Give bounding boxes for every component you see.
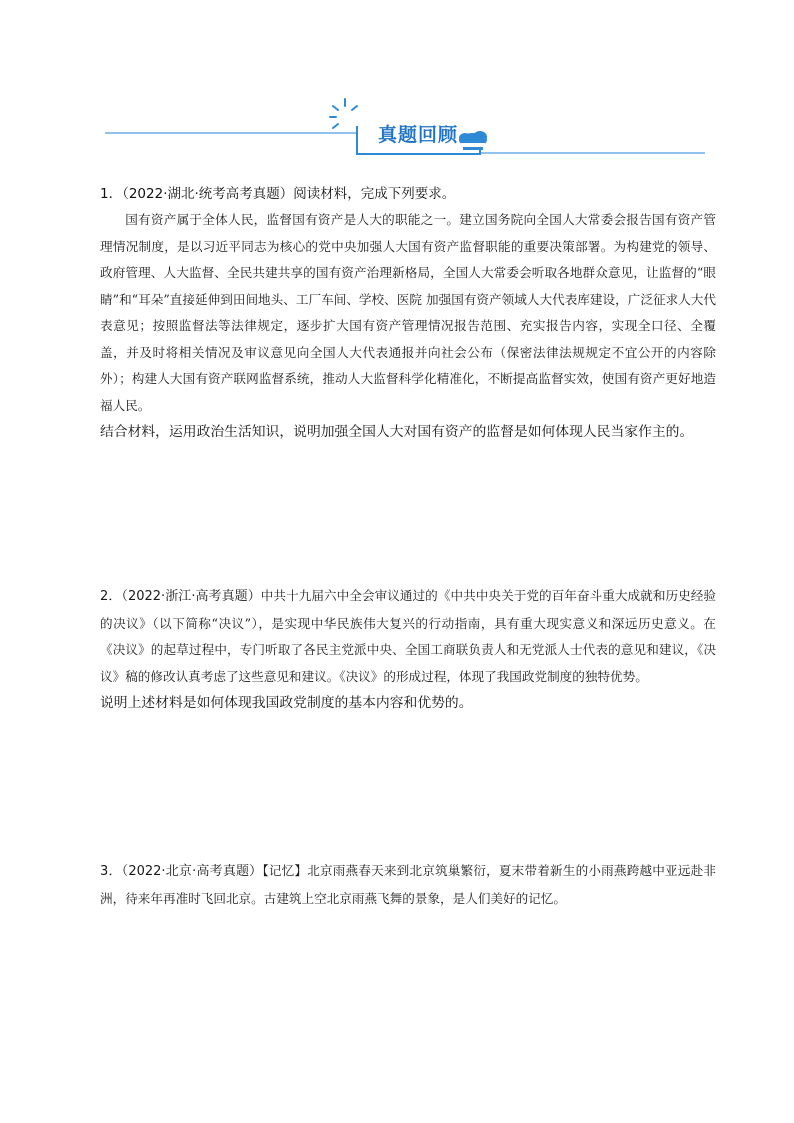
question-number: 1．	[100, 186, 123, 202]
question-3	[100, 858, 716, 912]
question-instruction: 阅读材料，完成下列要求。	[293, 186, 456, 202]
question-2-material: 中共十九届六中全会审议通过的《中共中央关于党的百年奋斗重大成就和历史经验的决议》（以下简称“决议”），是实现中华民族伟大复兴的行动指南，具有重大现实意义和深远历史意义。在《决议》的起草过程中，专门听取了各民主党派中央、全国工商联负责人和无党派人士代表的意见和建议，《决议》稿的修改认真考虑了这些意见和建议。《决议》的形成过程，体现了我国政党制度的独特优势。	[100, 588, 717, 684]
question-3-material-block	[100, 858, 716, 912]
question-source: （2022·浙江·高考真题）	[121, 589, 261, 604]
question-1-prompt: 结合材料，运用政治生活知识，说明加强全国人大对国有资产的监督是如何体现人民当家作主的。	[100, 424, 694, 440]
question-source: （2022·北京·高考真题）	[121, 864, 263, 879]
section-title: 真题回顾	[377, 124, 458, 146]
question-1-material: 国有资产属于全体人民，监督国有资产是人大的职能之一。建立国务院向全国人大常委会报告国有资产管理情况制度，是以习近平同志为核心的党中央加强人大国有资产监督职能的重要决策部署。为构建党的领导、政府管理、人大监督、全民共建共享的国有资产治理新格局，全国人大常委会听取各地群众意见，让监督的“眼睛”和“耳朵”直接延伸到田间地头、工厂车间、学校、医院 加强国有资产领域人大代表库建设，广泛征求人大代表意见；按照监督法等法律规定，逐步扩大国有资产管理情况报告范围、充实报告内容，实现全口径、全覆盖，并及时将相关情况及审议意见向全国人大代表通报并向社会公布（保密法律法规规定不宜公开的内容除外）；构建人大国有资产联网监督系统，推动人大监督科学化精准化，不断提高监督实效，使国有资产更好地造福人民。	[100, 212, 716, 413]
question-2	[100, 583, 716, 716]
question-3-material: 【记忆】北京雨燕春天来到北京筑巢繁衍，夏末带着新生的小雨燕跨越中亚远赴非洲，待来年再准时飞回北京。古建筑上空北京雨燕飞舞的景象，是人们美好的记忆。	[100, 863, 716, 906]
sparkle-icon	[330, 99, 357, 128]
question-1-header	[100, 181, 716, 207]
section-banner	[105, 96, 705, 160]
question-source: （2022·湖北·统考高考真题）	[122, 186, 294, 202]
question-1	[100, 181, 716, 445]
question-2-material-block	[100, 583, 716, 690]
question-2-prompt: 说明上述材料是如何体现我国政党制度的基本内容和优势的。	[100, 695, 473, 711]
question-number: 2．	[100, 589, 122, 604]
question-number: 3．	[100, 864, 122, 879]
